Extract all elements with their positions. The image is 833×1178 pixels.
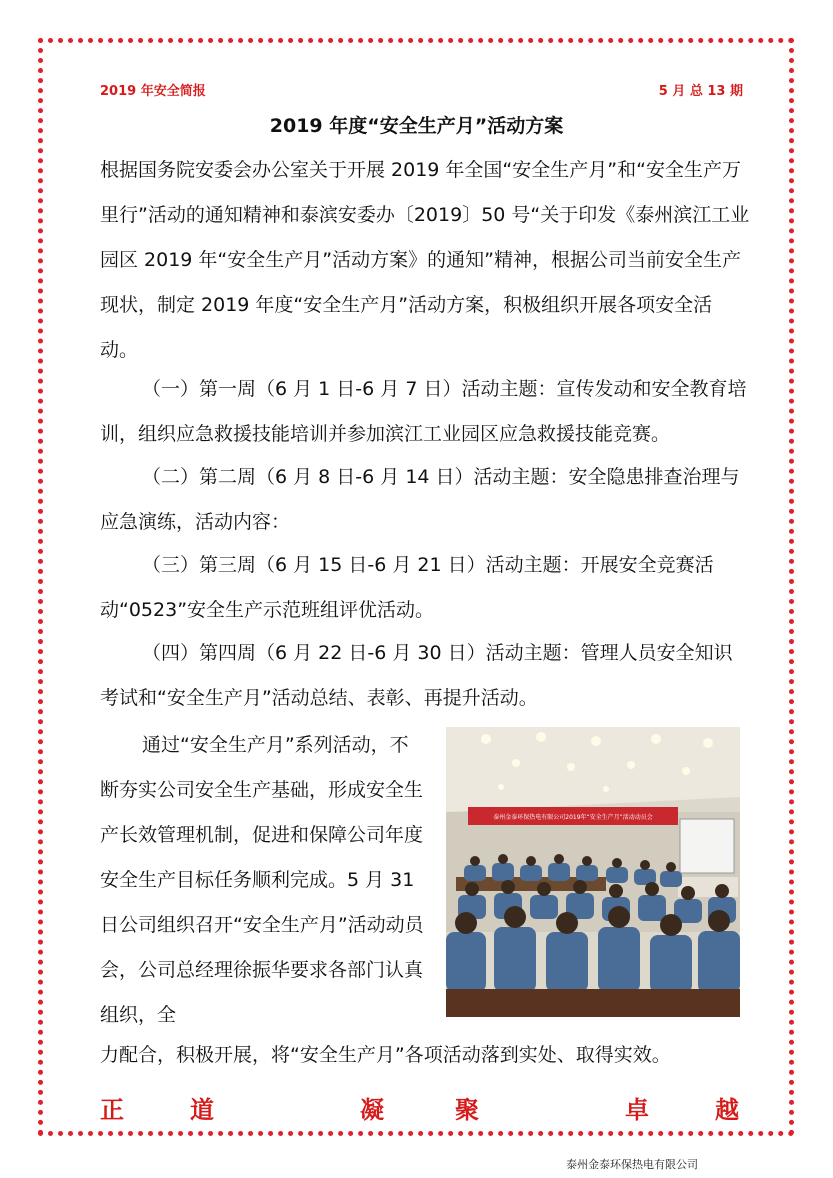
intro-paragraph: 根据国务院安委会办公室关于开展 2019 年全国“安全生产月”和“安全生产万里行”活动的通知精神和泰滨安委办〔2019〕50 号“关于印发《泰州滨江工业园区 2019 年“安全生产月”活动方案》的通知”精神，根据公司当前安全生产现状，制定 2019 年度“安全生产月”活动方案，积极组织开展各项安全活动。 — [100, 159, 750, 361]
week-1-paragraph: （一）第一周（6 月 1 日-6 月 7 日）活动主题：宣传发动和安全教育培训，组织应急救援技能培训并参加滨江工业园区应急救援技能竞赛。 — [100, 378, 747, 445]
meeting-photo — [446, 727, 740, 1017]
slogan-char: 越 — [715, 1095, 739, 1124]
closing-paragraph: 通过“安全生产月”系列活动，不断夯实公司安全生产基础，形成安全生产长效管理机制，促进和保障公司年度安全生产目标任务顺利完成。5 月 31 日公司组织召开“安全生产月”活动动员会，公司总经理徐振华要求各部门认真组织，全 — [100, 734, 424, 1026]
slogan-char: 正 — [100, 1095, 124, 1124]
document-title: 2019 年度“安全生产月”活动方案 — [269, 115, 564, 137]
slogan-char: 凝 — [360, 1095, 384, 1124]
issue-number: 5 月 总 13 期 — [658, 84, 743, 99]
slogan-char: 聚 — [455, 1095, 479, 1124]
projector-screen — [680, 819, 734, 873]
meeting-photo-illustration — [446, 727, 740, 1017]
week-2-paragraph: （二）第二周（6 月 8 日-6 月 14 日）活动主题：安全隐患排查治理与应急演练，活动内容： — [100, 466, 740, 533]
company-name: 泰州金泰环保热电有限公司 — [566, 1158, 698, 1171]
bulletin-name: 2019 年安全简报 — [100, 84, 206, 99]
closing-paragraph-tail: 力配合，积极开展，将“安全生产月”各项活动落到实处、取得实效。 — [100, 1044, 671, 1066]
week-3-paragraph: （三）第三周（6 月 15 日-6 月 21 日）活动主题：开展安全竞赛活动“0523”安全生产示范班组评优活动。 — [100, 554, 714, 621]
slogan-char: 道 — [190, 1095, 214, 1124]
banner-text: 泰州金泰环保热电有限公司2019年“安全生产月”活动动员会 — [493, 814, 653, 821]
slogan-char: 卓 — [625, 1095, 649, 1124]
chairs — [446, 989, 740, 1017]
week-4-paragraph: （四）第四周（6 月 22 日-6 月 30 日）活动主题：管理人员安全知识考试和“安全生产月”活动总结、表彰、再提升活动。 — [100, 642, 733, 709]
